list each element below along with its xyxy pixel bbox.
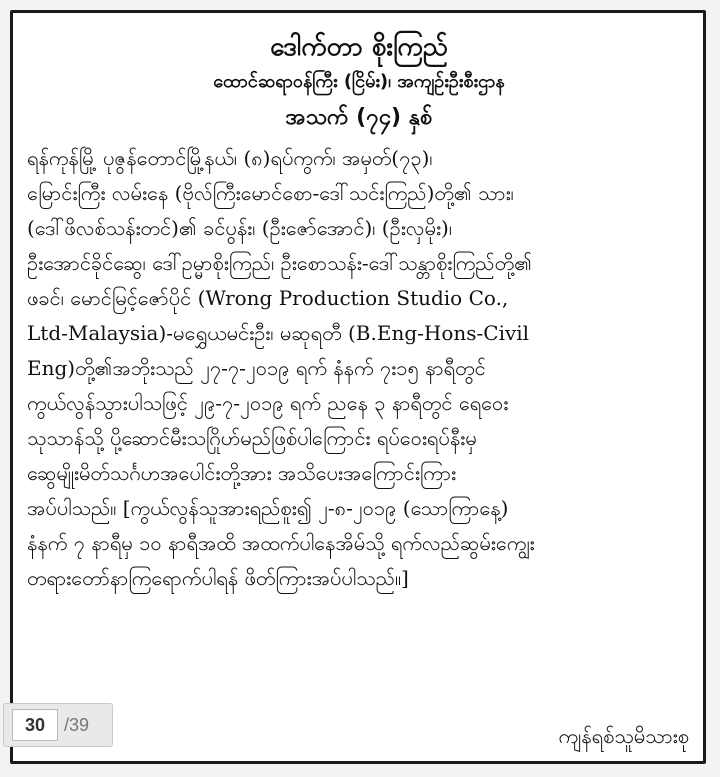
total-pages: /39 [64,714,90,735]
body-line: အပ်ပါသည်။ [ကွယ်လွန်သူအားရည်စူး၍ ၂-၈-၂၀၁၉ (သောကြာနေ့) [27,496,509,520]
body-line: ဆွေမျိုးမိတ်သင်္ဂဟအပေါင်းတို့အား အသိပေးအကြောင်းကြား [27,461,457,485]
current-page-number[interactable]: 30 [12,709,58,741]
deceased-position: ထောင်ဆရာဝန်ကြီး (ငြိမ်း)၊ အကျဉ်းဦးစီးဌာန [213,71,505,92]
notice-footer [13,715,703,753]
body-line: ကွယ်လွန်သွားပါသဖြင့် ၂၉-၇-၂၀၁၉ ရက် ညနေ ၃ နာရီတွင် ရေဝေး [27,391,509,415]
body-line: သုသာန်သို့ ပို့ဆောင်မီးသဂြိုဟ်မည်ဖြစ်ပါကြောင်း ရပ်ဝေးရပ်နီးမှ [27,426,477,450]
body-line: Ltd-Malaysia)-မရွှေယမင်းဦး၊ မဆုရတီ (B.Eng-Hons-Civil [27,321,530,345]
body-line: ရန်ကုန်မြို့ ပုဇွန်တောင်မြို့နယ်၊ (၈)ရပ်ကွက်၊ အမှတ်(၇၃)၊ [27,146,433,170]
obituary-notice [10,10,706,764]
deceased-age: အသက် (၇၄) နှစ် [285,105,433,130]
body-line: မြောင်းကြီး လမ်းနေ (ဗိုလ်ကြီးမောင်စော-ဒေါ်သင်းကြည်)တို့၏ သား၊ [27,181,514,205]
page-indicator [3,703,113,747]
deceased-name: ဒေါက်တာ စိုးကြည် [270,32,448,62]
family-signature: ကျန်ရစ်သူမိသားစု [558,724,689,748]
body-line: (ဒေါ်ဖိလစ်သန်းတင်)၏ ခင်ပွန်း၊ (ဦးဇော်အောင်)၊ (ဦးလှမိုး)၊ [27,216,452,240]
body-line: ဖခင်၊ မောင်မြင့်ဇော်ပိုင် (Wrong Production Studio Co., [27,286,509,310]
body-line: Eng)တို့၏အဘိုးသည် ၂၇-၇-၂၀၁၉ ရက် နံနက် ၇း၁၅ နာရီတွင် [27,356,486,380]
body-line: ဦးအောင်ခိုင်ဆွေ၊ ဒေါ်ဥမ္မာစိုးကြည်၊ ဦးစောသန်း-ဒေါ်သန္တာစိုးကြည်တို့၏ [27,251,532,275]
notice-body [27,141,691,596]
body-line: တရားတော်နာကြရောက်ပါရန် ဖိတ်ကြားအပ်ပါသည်။] [27,566,409,590]
body-line: နံနက် ၇ နာရီမှ ၁၀ နာရီအထိ အထက်ပါနေအိမ်သို့ ရက်လည်ဆွမ်းကျွေး [27,531,535,555]
